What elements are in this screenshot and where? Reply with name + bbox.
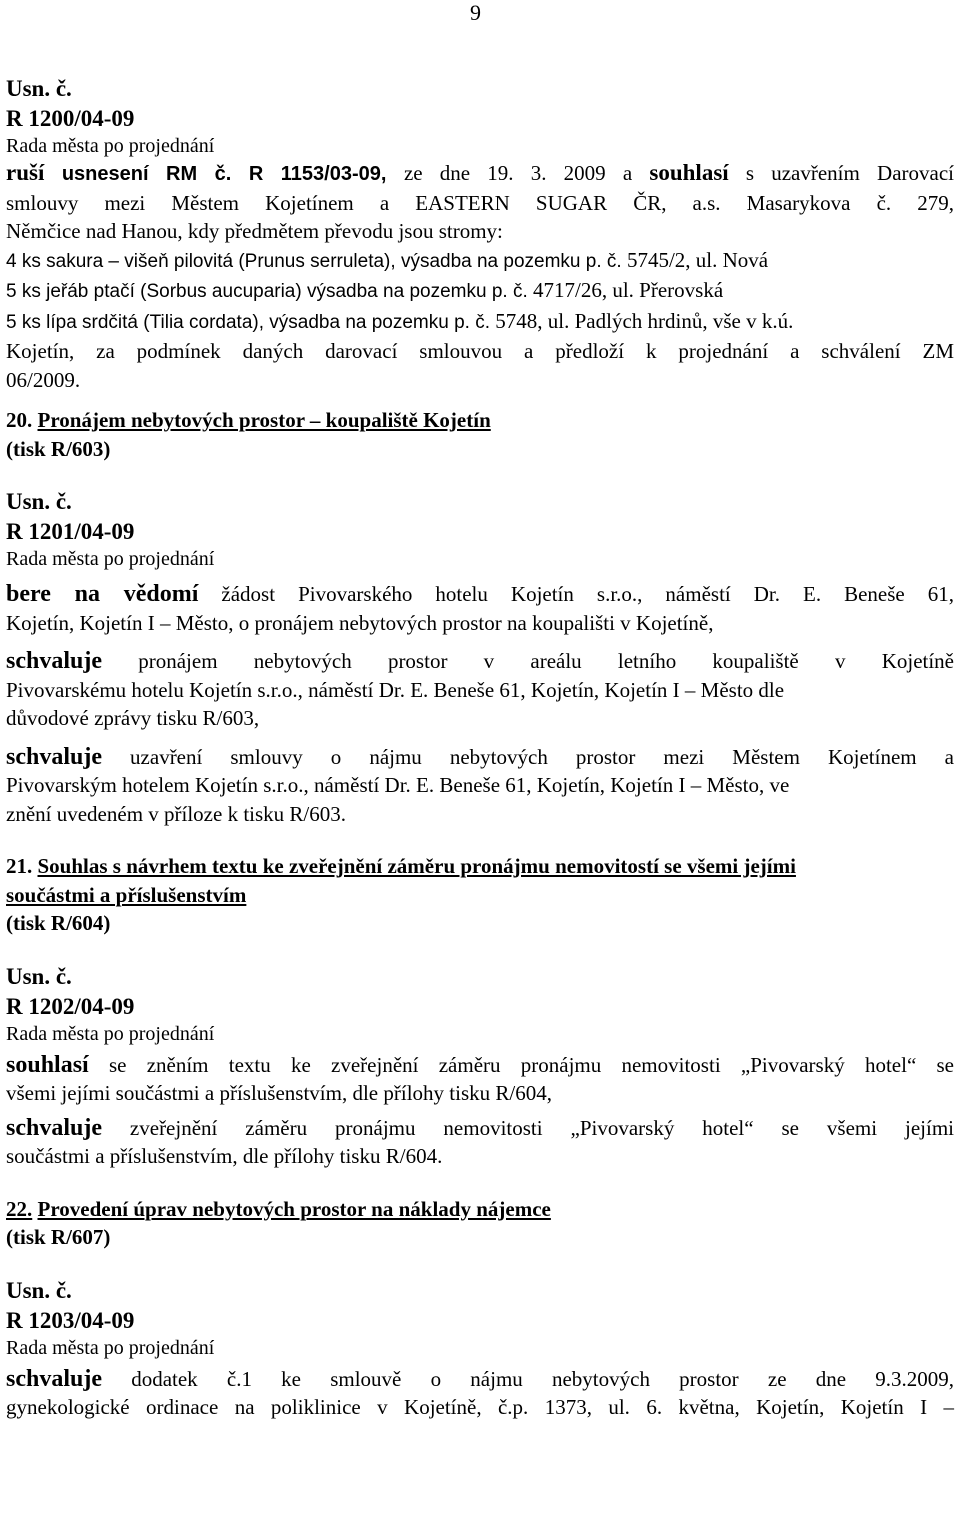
text-segment: usnesení RM č. R 1153/03-09, — [44, 163, 404, 185]
text-line: Pivovarským hotelem Kojetín s.r.o., náměstí Dr. E. Beneše 61, Kojetín, Kojetín I – Město, ve — [6, 773, 790, 797]
text-line — [6, 1051, 954, 1080]
council-intro: Rada města po projednání — [6, 1022, 215, 1045]
text-line — [6, 246, 954, 277]
text-line: Pivovarskému hotelu Kojetín s.r.o., náměstí Dr. E. Beneše 61, Kojetín, Kojetín I – Město dle — [6, 677, 785, 702]
text-segment: 4 ks sakura – višeň pilovitá (Prunus serruleta), výsadba na pozemku p. č. — [6, 250, 627, 272]
text-segment: ze dne 19. 3. 2009 a — [403, 161, 650, 185]
tisk-ref: (tisk R/604) — [6, 911, 111, 935]
text-line: smlouvy mezi Městem Kojetínem a EASTERN SUGAR ČR, a.s. Masarykova č. 279, — [6, 190, 954, 215]
verb-bere-na-vedomi: bere na vědomí — [6, 581, 199, 607]
usn-label: Usn. č. — [6, 76, 72, 101]
text-line: Kojetín, Kojetín I – Město, o pronájem nebytových prostor na koupališti v Kojetíně, — [6, 610, 714, 635]
section-number: 21. — [6, 854, 33, 878]
resolution-number: R 1202/04-09 — [6, 993, 135, 1019]
section-title: Pronájem nebytových prostor – koupaliště Kojetín — [37, 408, 491, 432]
section-heading — [6, 1195, 954, 1224]
text-line: znění uvedeném v příloze k tisku R/603. — [6, 801, 347, 826]
text-line — [6, 1365, 954, 1394]
text-segment: 5 ks lípa srdčitá (Tilia cordata), výsadba na pozemku p. č. — [6, 311, 496, 333]
section-21 — [6, 852, 954, 1171]
text-segment: pronájem nebytových prostor v areálu letního koupaliště v Kojetíně — [102, 649, 954, 673]
text-line: součástmi a příslušenstvím, dle přílohy tisku R/604. — [6, 1144, 443, 1168]
text-line: gynekologické ordinace na poliklinice v Kojetíně, č.p. 1373, ul. 6. května, Kojetín, Kojetín I – — [6, 1395, 954, 1419]
council-intro: Rada města po projednání — [6, 1336, 215, 1359]
section-20 — [6, 406, 954, 828]
resolution-number: R 1203/04-09 — [6, 1307, 135, 1333]
text-line: všemi jejími součástmi a příslušenstvím, dle přílohy tisku R/604, — [6, 1081, 552, 1105]
text-segment: uzavření smlouvy o nájmu nebytových prostor mezi Městem Kojetínem a — [102, 744, 954, 769]
text-line: 06/2009. — [6, 367, 81, 392]
section-title: Souhlas s návrhem textu ke zveřejnění záměru pronájmu nemovitostí se všemi jejími — [37, 854, 796, 878]
text-line: Kojetín, za podmínek daných darovací smlouvou a předloží k projednání a schválení ZM — [6, 339, 954, 363]
usn-label: Usn. č. — [6, 963, 72, 989]
text-line — [6, 307, 954, 338]
text-line — [6, 159, 954, 189]
text-segment: 5 ks jeřáb ptačí (Sorbus aucuparia) výsadba na pozemku p. č. — [6, 281, 533, 302]
section-22 — [6, 1195, 954, 1422]
tisk-ref: (tisk R/607) — [6, 1225, 111, 1249]
text-line — [6, 1114, 954, 1143]
section-number: 22. — [6, 1196, 33, 1221]
resolution-number: R 1200/04-09 — [6, 106, 135, 131]
resolution-number: R 1201/04-09 — [6, 519, 135, 544]
verb-schvaluje: schvaluje — [6, 743, 102, 770]
verb-souhlasi: souhlasí — [6, 1051, 89, 1078]
text-segment: 5748, ul. Padlých hrdinů, vše v k.ú. — [495, 308, 794, 333]
verb-schvaluje: schvaluje — [6, 1365, 102, 1392]
text-line — [6, 743, 954, 772]
text-segment: s uzavřením Darovací — [728, 161, 954, 185]
council-intro: Rada města po projednání — [6, 548, 215, 570]
text-segment: žádost Pivovarského hotelu Kojetín s.r.o., náměstí Dr. E. Beneše 61, — [198, 582, 954, 606]
text-segment: se zněním textu ke zveřejnění záměru pronájmu nemovitosti „Pivovarský hotel“ se — [88, 1052, 954, 1077]
verb-souhlasi: souhlasí — [649, 160, 729, 185]
verb-schvaluje: schvaluje — [6, 648, 102, 674]
verb-schvaluje: schvaluje — [6, 1114, 102, 1141]
section-number: 20. — [6, 408, 33, 432]
text-line: důvodové zprávy tisku R/603, — [6, 706, 260, 730]
text-line — [6, 647, 954, 676]
text-segment: 4717/26, ul. Přerovská — [533, 278, 724, 302]
council-intro: Rada města po projednání — [6, 135, 215, 157]
text-line: Němčice nad Hanou, kdy předmětem převodu jsou stromy: — [6, 219, 503, 243]
section-title: Provedení úprav nebytových prostor na náklady nájemce — [37, 1196, 551, 1221]
text-line — [6, 276, 954, 307]
section-title-cont: součástmi a příslušenstvím — [6, 882, 247, 907]
section-heading — [6, 852, 954, 881]
document-body — [6, 74, 954, 1422]
usn-label: Usn. č. — [6, 1277, 72, 1303]
page-number: 9 — [470, 0, 481, 25]
text-segment: dodatek č.1 ke smlouvě o nájmu nebytových prostor ze dne 9.3.2009, — [102, 1366, 954, 1391]
tisk-ref: (tisk R/603) — [6, 436, 111, 461]
resolution-1200 — [6, 74, 954, 394]
usn-label: Usn. č. — [6, 489, 72, 514]
verb-rusi: ruší — [6, 160, 45, 185]
text-segment: 5745/2, ul. Nová — [626, 247, 769, 272]
text-line — [6, 580, 954, 609]
text-segment: zveřejnění záměru pronájmu nemovitosti „Pivovarský hotel“ se všemi jejími — [102, 1115, 954, 1140]
section-heading — [6, 406, 954, 435]
